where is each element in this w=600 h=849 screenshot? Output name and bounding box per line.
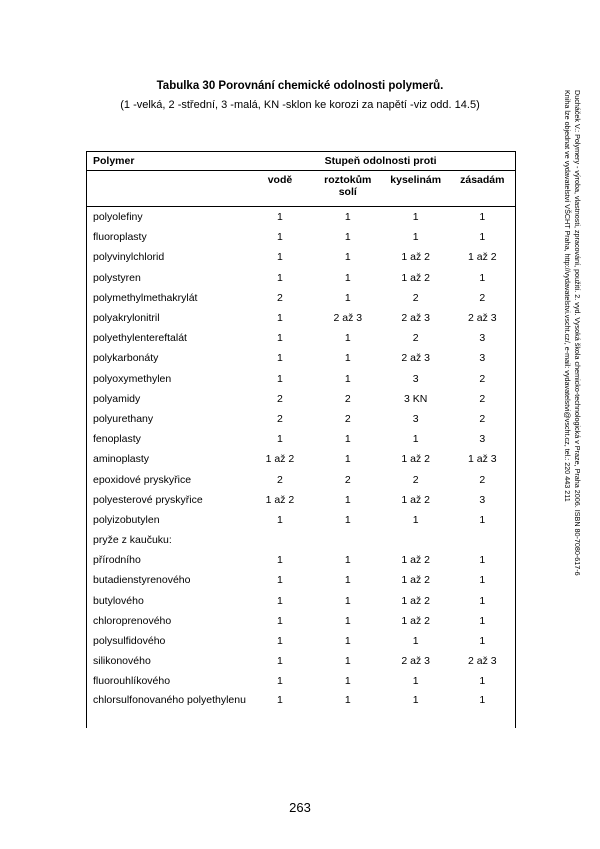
- polymer-name: polyakrylonitril: [87, 308, 247, 328]
- resistance-value: 1: [277, 655, 283, 668]
- resistance-value: 2: [277, 412, 283, 425]
- polymer-name: polykarbonáty: [87, 348, 247, 368]
- resistance-value: 1: [277, 614, 283, 627]
- polymer-name: chloroprenového: [87, 611, 247, 631]
- resistance-value: 1: [344, 513, 351, 526]
- resistance-value: 1: [344, 231, 351, 244]
- table-row: [87, 207, 516, 228]
- resistance-value: 1: [450, 227, 516, 247]
- resistance-value: 2: [277, 473, 283, 486]
- polymer-name: přírodního: [87, 550, 247, 570]
- page-number: 263: [289, 800, 311, 815]
- table-row: [87, 227, 516, 247]
- resistance-value: 1: [277, 372, 283, 385]
- resistance-value: 2 až 3: [401, 352, 430, 365]
- table-row: [87, 328, 516, 348]
- table-row: [87, 611, 516, 631]
- polymer-name: polysulfidového: [87, 631, 247, 651]
- resistance-value: 1 až 2: [265, 453, 295, 466]
- resistance-value: 1: [412, 433, 419, 446]
- table-row: [87, 510, 516, 530]
- resistance-value: 1: [450, 268, 516, 288]
- resistance-value: 1: [344, 332, 351, 345]
- resistance-value: 1: [344, 614, 351, 627]
- table-row: [87, 409, 516, 429]
- resistance-value: 2: [450, 288, 516, 308]
- resistance-value: 2 až 3: [450, 308, 516, 328]
- resistance-value: 1: [344, 574, 351, 587]
- resistance-value: 2: [344, 392, 351, 405]
- polymer-name: polyesterové pryskyřice: [87, 490, 247, 510]
- resistance-value: 1: [277, 251, 283, 264]
- resistance-value: 2 až 3: [401, 655, 430, 668]
- resistance-value: 1: [450, 510, 516, 530]
- resistance-value: 3: [450, 429, 516, 449]
- resistance-value: 1 až 2: [401, 251, 430, 264]
- resistance-value: 2: [450, 469, 516, 489]
- resistance-value: 1: [277, 635, 283, 648]
- polymer-name: fenoplasty: [87, 429, 247, 449]
- table-title-text: Tabulka 30 Porovnání chemické odolnosti polymerů.: [156, 80, 444, 92]
- table-row: [87, 348, 516, 368]
- polymer-name: polyvinylchlorid: [87, 247, 247, 267]
- resistance-value: 2: [412, 332, 419, 345]
- table-row: [87, 671, 516, 691]
- resistance-value: 1 až 2: [401, 594, 430, 607]
- resistance-value: 1: [344, 693, 351, 706]
- resistance-value: 1: [412, 635, 419, 648]
- resistance-table: [86, 151, 516, 728]
- resistance-value: 1: [277, 433, 283, 446]
- resistance-value: 1: [344, 271, 351, 284]
- table-row: [87, 530, 516, 550]
- resistance-value: 3: [450, 490, 516, 510]
- resistance-value: 1: [344, 655, 351, 668]
- resistance-value: 2: [450, 409, 516, 429]
- polymer-name: epoxidové pryskyřice: [87, 469, 247, 489]
- header-col: roztokům solí: [314, 171, 382, 207]
- table-row: [87, 308, 516, 328]
- table-row: [87, 570, 516, 590]
- resistance-value: 1: [450, 671, 516, 691]
- side-citation-line-2: Kniha lze objednat ve vydavatelství VŠCHT Praha, http://vydavatelstvi.vscht.cz/, e-mail: vydavatelstvi@vscht.cz, tel.: 220 443 211: [563, 90, 572, 502]
- resistance-value: 1 až 2: [401, 493, 430, 506]
- resistance-value: 2 až 3: [401, 312, 430, 325]
- resistance-value: 1: [450, 631, 516, 651]
- resistance-value: 1: [344, 675, 351, 688]
- header-group: Stupeň odolnosti proti: [246, 152, 515, 171]
- resistance-value: 1 až 2: [450, 247, 516, 267]
- resistance-value: 1: [412, 693, 419, 706]
- resistance-value: 2: [450, 369, 516, 389]
- resistance-value: 2 až 3: [450, 651, 516, 671]
- resistance-value: 1: [344, 433, 351, 446]
- resistance-value: 2: [344, 473, 351, 486]
- resistance-value: 1: [277, 211, 283, 224]
- resistance-value: 1: [450, 207, 516, 228]
- table-row: [87, 631, 516, 651]
- resistance-value: 1: [277, 594, 283, 607]
- resistance-value: 1: [344, 211, 351, 224]
- resistance-value: 1: [277, 312, 283, 325]
- resistance-value: 1: [344, 291, 351, 304]
- resistance-value: [246, 530, 314, 550]
- header-col: zásadám: [450, 171, 516, 207]
- polymer-name: silikonového: [87, 651, 247, 671]
- polymer-name: aminoplasty: [87, 449, 247, 469]
- resistance-value: 3: [450, 328, 516, 348]
- resistance-value: 1: [344, 251, 351, 264]
- resistance-value: 1: [344, 554, 351, 567]
- resistance-value: 2: [412, 291, 419, 304]
- resistance-value: 1 až 2: [265, 493, 295, 506]
- table-row: [87, 550, 516, 570]
- resistance-value: [382, 530, 450, 550]
- resistance-value: 1: [277, 675, 283, 688]
- resistance-value: 1: [277, 332, 283, 345]
- resistance-value: 1 až 2: [401, 554, 430, 567]
- table-row: [87, 692, 516, 728]
- resistance-value: 1: [450, 550, 516, 570]
- polymer-name: butylového: [87, 591, 247, 611]
- table-row: [87, 389, 516, 409]
- table-row: [87, 288, 516, 308]
- table-legend: (1 -velká, 2 -střední, 3 -malá, KN -sklon ke korozi za napětí -viz odd. 14.5): [120, 99, 480, 111]
- resistance-value: 1: [412, 231, 419, 244]
- resistance-value: 1: [277, 513, 283, 526]
- side-citation-line-1: Ducháček V.: Polymery - výroba, vlastnosti, zpracování, použití. 2. vyd. Vysoká škola chemicko-technologická v Praze, Praha 2006. ISBN 80-7080-617-6: [573, 90, 582, 576]
- resistance-value: 1 až 2: [401, 574, 430, 587]
- polymer-name: polyethylentereftalát: [87, 328, 247, 348]
- polymer-name: chlorsulfonovaného polyethylenu: [87, 692, 247, 728]
- resistance-value: 1: [450, 570, 516, 590]
- polymer-name: polyamidy: [87, 389, 247, 409]
- polymer-name: polyizobutylen: [87, 510, 247, 530]
- resistance-value: 3: [412, 372, 419, 385]
- resistance-value: 1: [277, 271, 283, 284]
- resistance-value: 2: [277, 291, 283, 304]
- resistance-value: 1: [277, 554, 283, 567]
- table-row: [87, 591, 516, 611]
- resistance-value: 2: [277, 392, 283, 405]
- table-row: [87, 469, 516, 489]
- resistance-value: 1 až 2: [401, 453, 430, 466]
- table-row: [87, 429, 516, 449]
- resistance-value: 1 až 2: [401, 271, 430, 284]
- resistance-value: 1 až 3: [450, 449, 516, 469]
- table-row: [87, 490, 516, 510]
- resistance-value: [450, 530, 516, 550]
- polymer-name: polyurethany: [87, 409, 247, 429]
- polymer-name: polymethylmethakrylát: [87, 288, 247, 308]
- resistance-value: 1: [344, 453, 351, 466]
- polymer-name: butadienstyrenového: [87, 570, 247, 590]
- table-row: [87, 268, 516, 288]
- resistance-value: [314, 530, 382, 550]
- table-title: [0, 80, 600, 92]
- polymer-name: pryže z kaučuku:: [87, 530, 247, 550]
- resistance-value: 1: [344, 372, 351, 385]
- header-polymer: Polymer: [87, 152, 247, 171]
- polymer-name: fluoroplasty: [87, 227, 247, 247]
- resistance-value: 2: [450, 389, 516, 409]
- resistance-value: 1: [450, 591, 516, 611]
- resistance-value: 1: [277, 693, 283, 706]
- resistance-value: 1: [344, 594, 351, 607]
- header-col: kyselinám: [382, 171, 450, 207]
- resistance-value: 2: [344, 412, 351, 425]
- resistance-value: 1: [277, 231, 283, 244]
- resistance-value: 1: [344, 352, 351, 365]
- table-row: [87, 247, 516, 267]
- table-row: [87, 369, 516, 389]
- table-row: [87, 651, 516, 671]
- resistance-value: 1: [344, 635, 351, 648]
- polymer-name: fluorouhlíkového: [87, 671, 247, 691]
- polymer-name: polyolefiny: [87, 207, 247, 228]
- table-row: [87, 449, 516, 469]
- polymer-name: polystyren: [87, 268, 247, 288]
- resistance-value: 3: [450, 348, 516, 368]
- side-citation: [562, 90, 582, 650]
- resistance-value: 1 až 2: [401, 614, 430, 627]
- resistance-value: 1: [344, 493, 351, 506]
- resistance-value: 2: [412, 473, 419, 486]
- resistance-value: 1: [450, 611, 516, 631]
- resistance-value: 1: [277, 574, 283, 587]
- resistance-value: 1: [412, 675, 419, 688]
- resistance-value: 1: [412, 513, 419, 526]
- resistance-value: 1: [412, 211, 419, 224]
- resistance-value: 3 KN: [404, 392, 428, 405]
- resistance-value: 1: [450, 692, 516, 728]
- resistance-value: 3: [412, 412, 419, 425]
- resistance-value: 2 až 3: [333, 312, 363, 325]
- header-col: vodě: [246, 171, 314, 207]
- resistance-value: 1: [277, 352, 283, 365]
- polymer-name: polyoxymethylen: [87, 369, 247, 389]
